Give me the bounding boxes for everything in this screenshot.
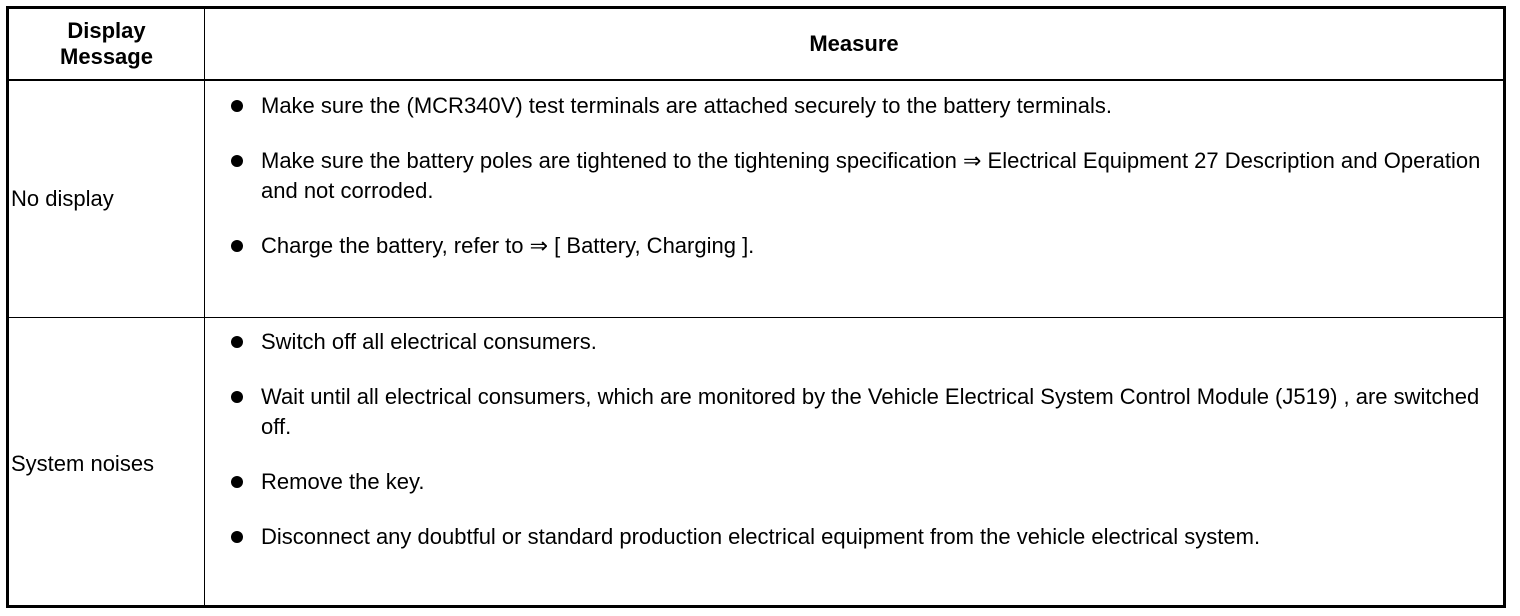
bullet-icon	[231, 531, 243, 543]
measure-text: Wait until all electrical consumers, which are monitored by the Vehicle Electrical System Control Module (J519) , are switched off.	[261, 384, 1480, 439]
measure-text: Make sure the (MCR340V) test terminals are attached securely to the battery terminals.	[261, 93, 1113, 118]
row-system-noises-message: System noises	[11, 451, 155, 476]
header-measure: Measure	[809, 31, 899, 56]
measure-text: Switch off all electrical consumers.	[261, 329, 597, 354]
row-no-display-measures	[205, 91, 1503, 286]
measure-item	[205, 231, 1503, 261]
measure-text: Charge the battery, refer to ⇒ [ Battery, Charging ].	[261, 233, 755, 258]
bullet-icon	[231, 391, 243, 403]
header-display-message-line1: Display	[67, 18, 146, 43]
measure-item	[205, 522, 1503, 552]
measure-text: Disconnect any doubtful or standard production electrical equipment from the vehicle electrical system.	[261, 524, 1261, 549]
bullet-icon	[231, 476, 243, 488]
header-divider	[9, 79, 1503, 81]
measure-item	[205, 91, 1503, 121]
measure-text: Make sure the battery poles are tightened to the tightening specification ⇒ Electrical Equipment 27 Description and Operation and not corroded.	[261, 148, 1481, 203]
bullet-icon	[231, 336, 243, 348]
bullet-icon	[231, 100, 243, 112]
row-system-noises-measures	[205, 327, 1503, 577]
measure-item	[205, 327, 1503, 357]
measure-item	[205, 382, 1503, 442]
header-display-message-line2: Message	[60, 44, 153, 69]
row-no-display-message: No display	[11, 186, 114, 211]
troubleshooting-table	[6, 6, 1506, 608]
row-divider	[9, 317, 1503, 318]
header-display-message	[9, 9, 204, 79]
measure-item	[205, 146, 1503, 206]
measure-text: Remove the key.	[261, 469, 425, 494]
measure-item	[205, 467, 1503, 497]
bullet-icon	[231, 240, 243, 252]
bullet-icon	[231, 155, 243, 167]
